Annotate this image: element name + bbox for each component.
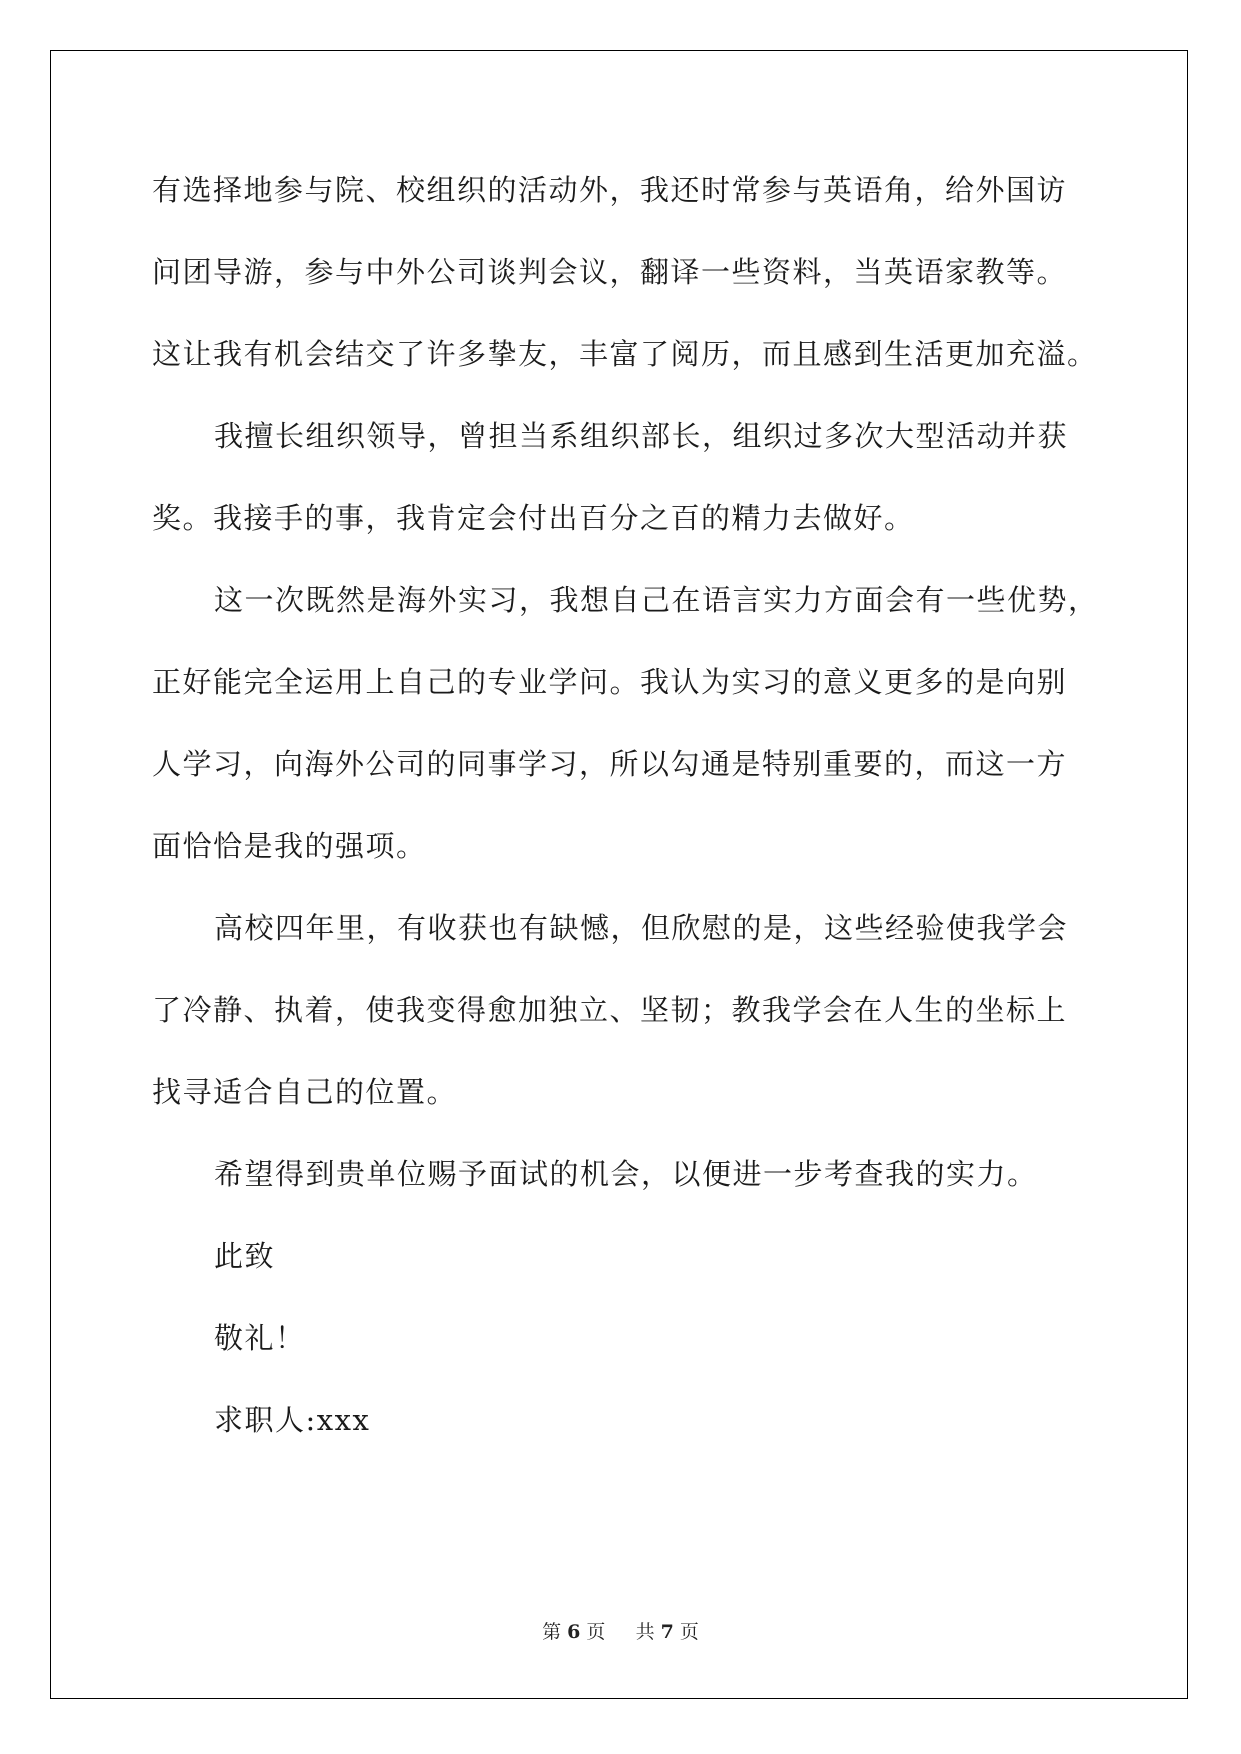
text-line: 面恰恰是我的强项。: [152, 829, 427, 863]
footer-total-prefix: 共: [635, 1621, 655, 1643]
text-line: 了冷静、执着，使我变得愈加独立、坚韧；教我学会在人生的坐标上: [152, 993, 1068, 1027]
footer-total-suffix: 页: [679, 1621, 699, 1643]
text-line: 有选择地参与院、校组织的活动外，我还时常参与英语角，给外国访: [152, 173, 1068, 207]
total-page-number: 7: [660, 1621, 674, 1643]
page-footer: [0, 1617, 1241, 1644]
applicant-signature: 求职人:xxx: [214, 1403, 371, 1437]
paragraph-start: 我擅长组织领导，曾担当系组织部长，组织过多次大型活动并获: [214, 419, 1069, 453]
footer-page-suffix: 页: [586, 1621, 606, 1643]
salutation-cizhi: 此致: [214, 1239, 276, 1273]
salutation-jingli: 敬礼！: [214, 1321, 306, 1355]
footer-prefix: 第: [542, 1621, 562, 1643]
text-line: 问团导游，参与中外公司谈判会议，翻译一些资料，当英语家教等。: [152, 255, 1068, 289]
closing-paragraph: 希望得到贵单位赐予面试的机会，以便进一步考查我的实力。: [214, 1157, 1038, 1191]
text-line: 正好能完全运用上自己的专业学问。我认为实习的意义更多的是向别: [152, 665, 1068, 699]
paragraph-start: 这一次既然是海外实习，我想自己在语言实力方面会有一些优势，: [214, 583, 1099, 617]
document-body: [152, 160, 1099, 1472]
current-page-number: 6: [567, 1621, 581, 1643]
text-line: 奖。我接手的事，我肯定会付出百分之百的精力去做好。: [152, 501, 915, 535]
paragraph-start: 高校四年里，有收获也有缺憾，但欣慰的是，这些经验使我学会: [214, 911, 1069, 945]
text-line: 人学习，向海外公司的同事学习，所以勾通是特别重要的，而这一方: [152, 747, 1068, 781]
text-line: 找寻适合自己的位置。: [152, 1075, 458, 1109]
text-line: 这让我有机会结交了许多挚友，丰富了阅历，而且感到生活更加充溢。: [152, 337, 1098, 371]
